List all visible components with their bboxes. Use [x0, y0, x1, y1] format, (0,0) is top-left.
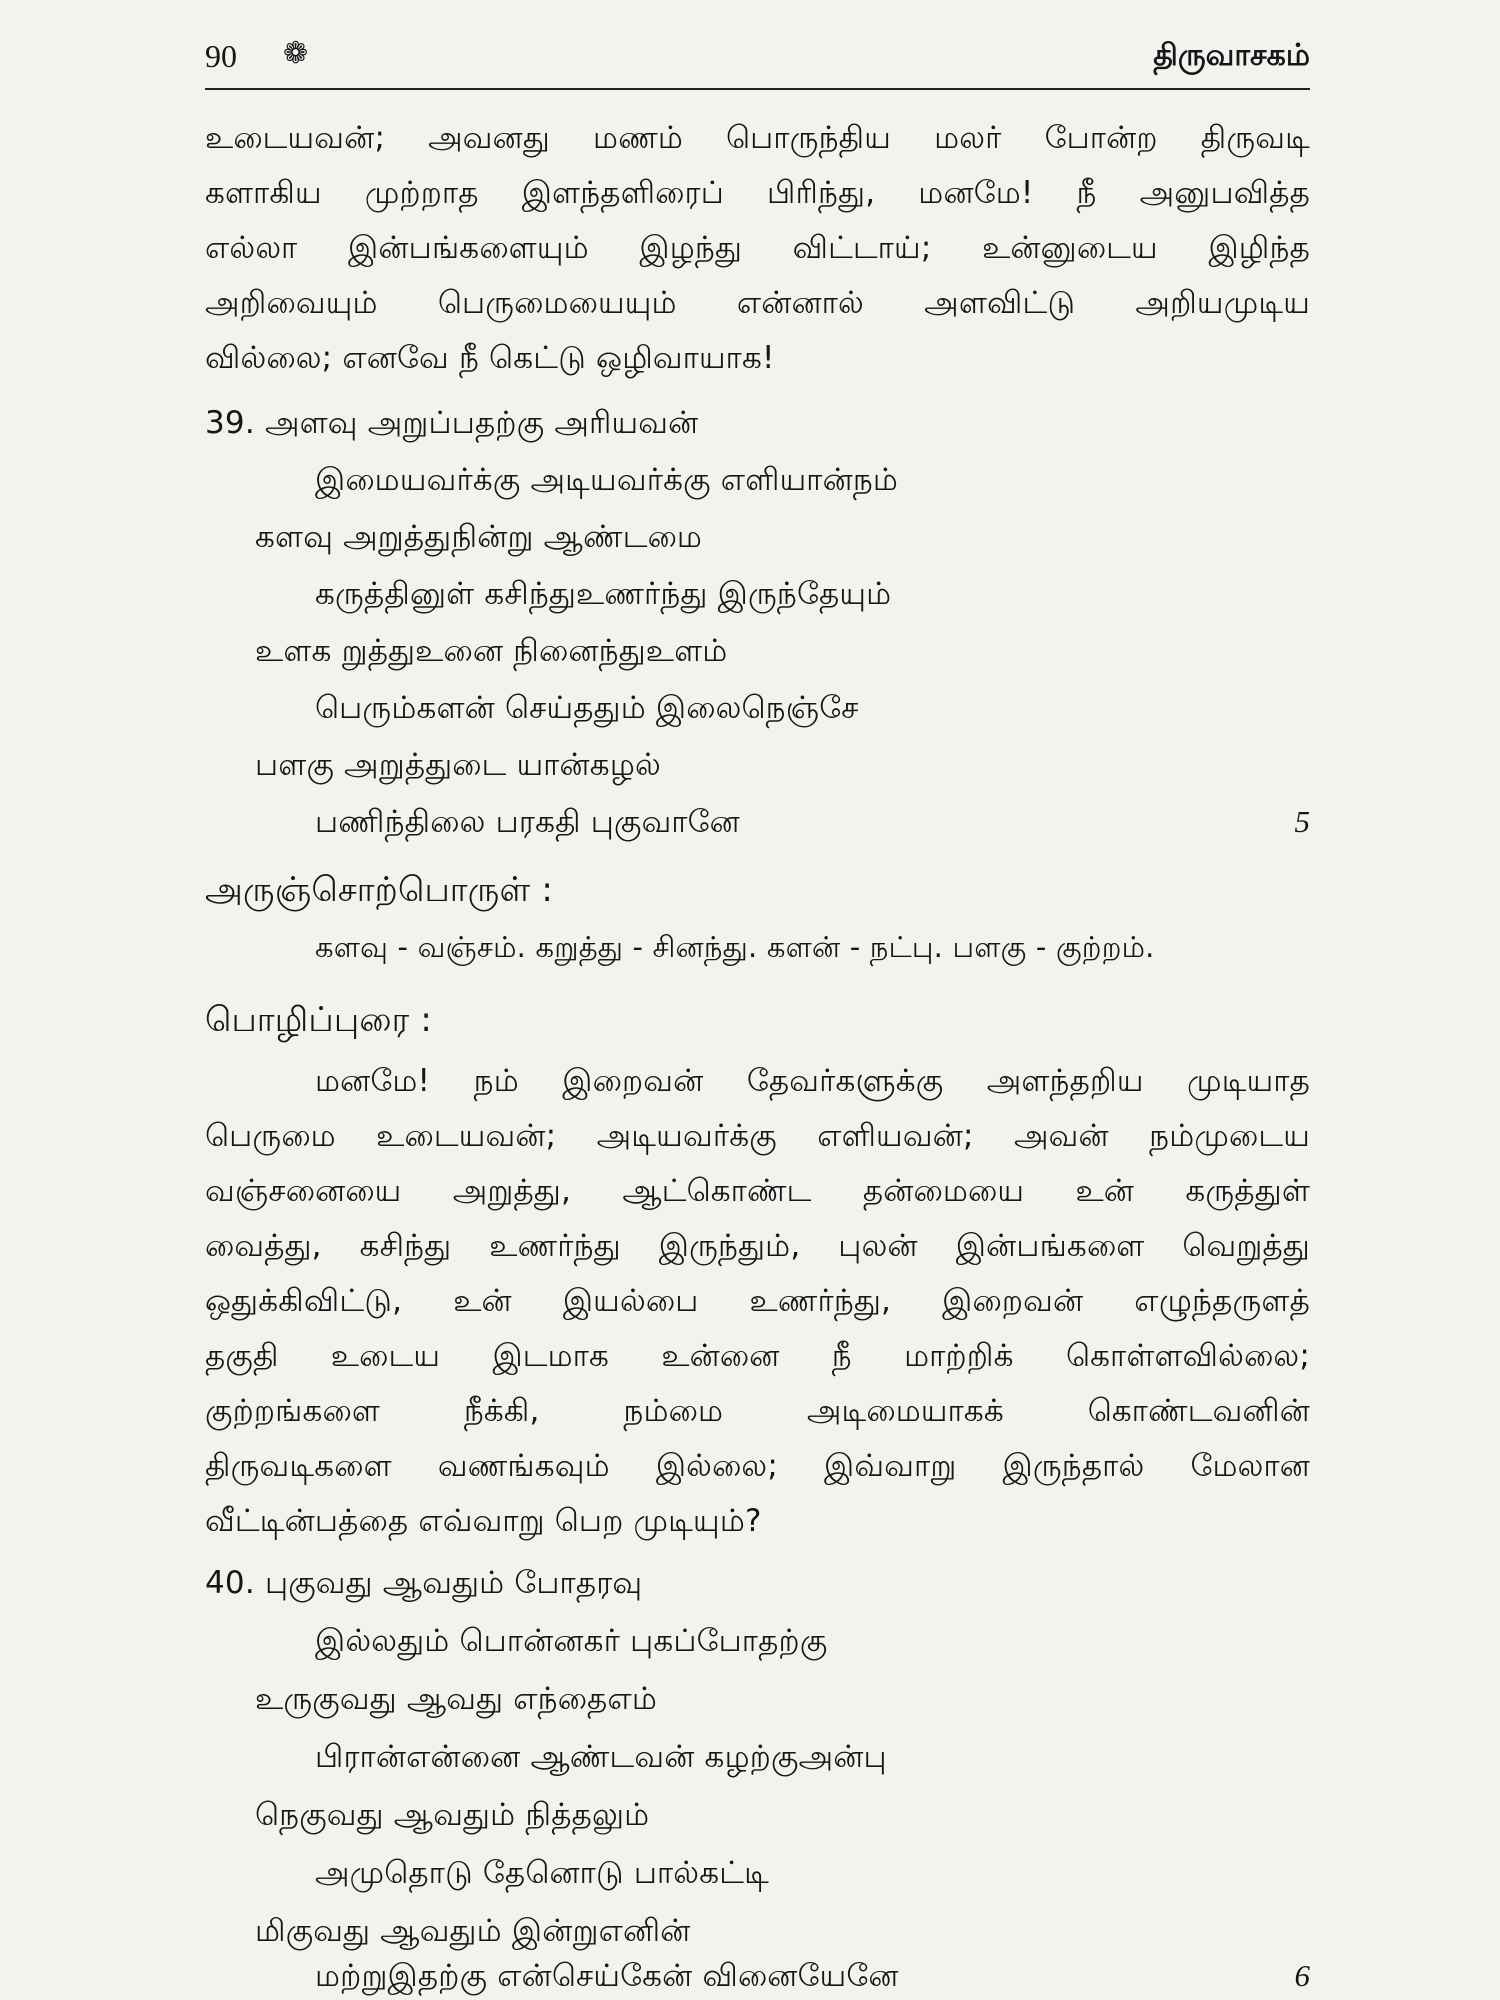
commentary-line: தகுதி உடைய இடமாக உன்னை நீ மாற்றிக் கொள்ளவில்லை;: [205, 1338, 1310, 1374]
verse-line: மிகுவது ஆவதும் இன்றுஎனின்: [255, 1913, 691, 1949]
commentary-line: குற்றங்களை நீக்கி, நம்மை அடிமையாகக் கொண்டவனின்: [205, 1393, 1310, 1429]
verse-line: பெரும்களன் செய்ததும் இலைநெஞ்சே: [315, 690, 859, 726]
commentary-line: வீட்டின்பத்தை எவ்வாறு பெற முடியும்?: [205, 1503, 762, 1539]
verse-line: கருத்தினுள் கசிந்துஉணர்ந்து இருந்தேயும்: [315, 576, 892, 612]
page-header: [205, 38, 1310, 88]
verse-line: களவு அறுத்துநின்று ஆண்டமை: [255, 519, 703, 555]
verse-line: அமுதொடு தேனொடு பால்கட்டி: [315, 1855, 769, 1891]
verse-line: பிரான்என்னை ஆண்டவன் கழற்குஅன்பு: [315, 1739, 887, 1775]
verse-line: உருகுவது ஆவது எந்தைஎம்: [255, 1681, 657, 1717]
header-rule: [205, 88, 1310, 90]
intro-line: உடையவன்; அவனது மணம் பொருந்திய மலர் போன்ற திருவடி: [205, 120, 1310, 156]
verse-line: பணிந்திலை பரகதி புகுவானே: [315, 804, 740, 840]
commentary-line: திருவடிகளை வணங்கவும் இல்லை; இவ்வாறு இருந்தால் மேலான: [205, 1448, 1310, 1484]
commentary-line: வைத்து, கசிந்து உணர்ந்து இருந்தும், புலன் இன்பங்களை வெறுத்து: [205, 1228, 1310, 1264]
running-title: திருவாசகம்: [1153, 38, 1310, 73]
intro-line: களாகிய முற்றாத இளந்தளிரைப் பிரிந்து, மனமே! நீ அனுபவித்த: [205, 175, 1310, 211]
verse-line: 39. அளவு அறுப்பதற்கு அரியவன்: [205, 405, 699, 441]
verse-line: 40. புகுவது ஆவதும் போதரவு: [205, 1565, 643, 1601]
intro-line: வில்லை; எனவே நீ கெட்டு ஒழிவாயாக!: [205, 340, 775, 376]
verse-line: பளகு அறுத்துடை யான்கழல்: [255, 747, 661, 783]
commentary-heading: பொழிப்புரை :: [205, 1000, 432, 1040]
verse-line: உளக றுத்துஉனை நினைந்துஉளம்: [255, 633, 728, 669]
commentary-line: மனமே! நம் இறைவன் தேவர்களுக்கு அளந்தறிய முடியாத: [315, 1063, 1310, 1099]
intro-line: அறிவையும் பெருமையையும் என்னால் அளவிட்டு அறியமுடிய: [205, 285, 1310, 321]
commentary-line: பெருமை உடையவன்; அடியவர்க்கு எளியவன்; அவன் நம்முடைய: [205, 1118, 1310, 1154]
intro-line: எல்லா இன்பங்களையும் இழந்து விட்டாய்; உன்னுடைய இழிந்த: [205, 230, 1310, 266]
page-number: 90: [205, 38, 237, 74]
verse-number: 5: [1294, 804, 1310, 839]
lotus-ornament-icon: ❁: [283, 36, 309, 71]
verse-number: 6: [1294, 1958, 1310, 1993]
glossary-heading: அருஞ்சொற்பொருள் :: [205, 870, 553, 910]
commentary-line: ஒதுக்கிவிட்டு, உன் இயல்பை உணர்ந்து, இறைவன் எழுந்தருளத்: [205, 1283, 1310, 1319]
verse-line: இமையவர்க்கு அடியவர்க்கு எளியான்நம்: [315, 462, 899, 498]
verse-line: இல்லதும் பொன்னகர் புகப்போதற்கு: [315, 1623, 828, 1659]
glossary-text: களவு - வஞ்சம். கறுத்து - சினந்து. களன் - நட்பு. பளகு - குற்றம்.: [315, 930, 1155, 964]
verse-line: நெகுவது ஆவதும் நித்தலும்: [255, 1797, 650, 1833]
commentary-line: வஞ்சனையை அறுத்து, ஆட்கொண்ட தன்மையை உன் கருத்துள்: [205, 1173, 1310, 1209]
verse-line: மற்றுஇதற்கு என்செய்கேன் வினையேனே: [315, 1958, 899, 1994]
